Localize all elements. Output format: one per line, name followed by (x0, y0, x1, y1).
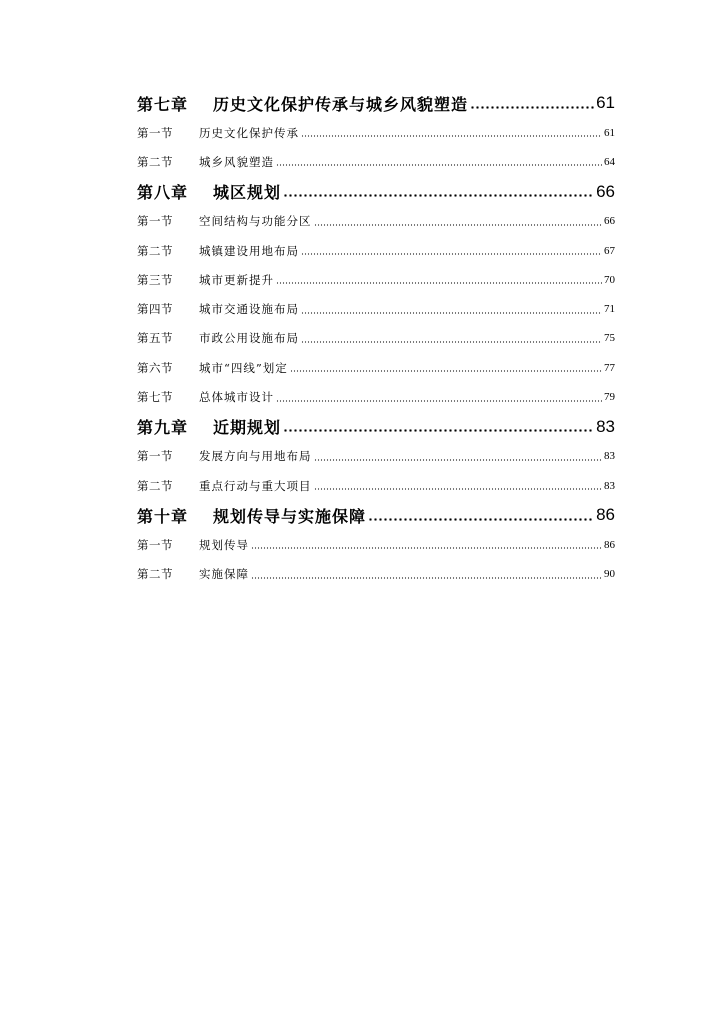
toc-entry-number: 第五节 (137, 331, 173, 346)
toc-dot-leader (301, 135, 602, 137)
toc-dot-leader (283, 429, 594, 432)
toc-entry-number: 第一节 (137, 125, 173, 140)
toc-section[interactable] (137, 324, 615, 353)
toc-entry-title: 规划传导与实施保障 (213, 506, 367, 526)
toc-dot-leader (314, 459, 603, 461)
toc-dot-leader (283, 194, 594, 197)
toc-entry-title: 城市“四线”划定 (199, 360, 288, 375)
toc-page-number: 61 (604, 126, 615, 139)
toc-dot-leader (314, 224, 603, 226)
toc-entry-number: 第九章 (137, 418, 189, 438)
toc-page-number: 86 (596, 505, 615, 525)
toc-section[interactable] (137, 236, 615, 265)
toc-entry-number: 第二节 (137, 478, 173, 493)
toc-page-number: 66 (604, 215, 615, 228)
toc-page-number: 83 (596, 416, 615, 436)
toc-entry-number: 第八章 (137, 183, 189, 203)
toc-dot-leader (301, 253, 602, 255)
toc-dot-leader (470, 106, 594, 109)
toc-section[interactable] (137, 560, 615, 589)
toc-dot-leader (368, 518, 594, 521)
toc-entry-number: 第一节 (137, 449, 173, 464)
toc-section[interactable] (137, 265, 615, 294)
toc-page-number: 83 (604, 479, 615, 492)
toc-page-number: 61 (596, 93, 615, 112)
toc-entry-title: 总体城市设计 (199, 390, 274, 405)
toc-page-number: 67 (604, 244, 615, 257)
toc-entry-number: 第一节 (137, 214, 173, 229)
toc-dot-leader (251, 547, 602, 549)
toc-dot-leader (276, 400, 602, 402)
toc-entry-title: 城市交通设施布局 (199, 302, 299, 317)
toc-page-number: 83 (604, 450, 615, 463)
toc-entry-number: 第一节 (137, 537, 173, 552)
toc-entry-title: 城区规划 (213, 183, 282, 203)
toc-dot-leader (301, 312, 602, 314)
toc-entry-title: 城镇建设用地布局 (199, 243, 299, 258)
toc-entry-number: 第二节 (137, 154, 173, 169)
toc-entry-title: 规划传导 (199, 537, 249, 552)
toc-page-number: 79 (604, 391, 615, 404)
toc-entry-number: 第七节 (137, 390, 173, 405)
toc-entry-number: 第十章 (137, 506, 189, 526)
toc-section[interactable] (137, 353, 615, 382)
toc-page-number: 64 (604, 155, 615, 168)
toc-entry-title: 近期规划 (213, 418, 282, 438)
toc-chapter-8[interactable] (137, 177, 615, 207)
toc-chapter-9[interactable] (137, 412, 615, 442)
toc-dot-leader (251, 577, 602, 579)
toc-entry-title: 城乡风貌塑造 (199, 154, 274, 169)
toc-page-number: 71 (604, 303, 615, 316)
toc-dot-leader (301, 341, 602, 343)
toc-section[interactable] (137, 382, 615, 411)
toc-entry-title: 发展方向与用地布局 (199, 449, 312, 464)
toc-entry-title: 重点行动与重大项目 (199, 478, 312, 493)
toc-section[interactable] (137, 147, 615, 176)
toc-entry-title: 历史文化保护传承 (199, 125, 299, 140)
toc-entry-number: 第七章 (137, 94, 189, 114)
toc-dot-leader (276, 164, 602, 166)
toc-section[interactable] (137, 294, 615, 323)
toc-dot-leader (276, 282, 602, 284)
toc-section[interactable] (137, 442, 615, 471)
toc-page-number: 66 (596, 181, 615, 201)
toc-section[interactable] (137, 530, 615, 559)
toc-entry-number: 第六节 (137, 360, 173, 375)
toc-page-number: 90 (604, 568, 615, 581)
toc-chapter-7[interactable] (137, 88, 615, 118)
toc-entry-number: 第四节 (137, 302, 173, 317)
table-of-contents (137, 88, 615, 589)
toc-dot-leader (314, 488, 603, 490)
toc-entry-title: 历史文化保护传承与城乡风貌塑造 (213, 94, 469, 114)
toc-entry-number: 第二节 (137, 243, 173, 258)
toc-entry-title: 市政公用设施布局 (199, 331, 299, 346)
toc-section[interactable] (137, 207, 615, 236)
toc-entry-number: 第二节 (137, 567, 173, 582)
toc-page-number: 70 (604, 273, 615, 286)
toc-page-number: 75 (604, 332, 615, 345)
toc-page-number: 86 (604, 538, 615, 551)
toc-section[interactable] (137, 471, 615, 500)
toc-entry-number: 第三节 (137, 272, 173, 287)
toc-chapter-10[interactable] (137, 500, 615, 530)
toc-entry-title: 空间结构与功能分区 (199, 214, 312, 229)
toc-dot-leader (290, 370, 602, 372)
toc-page-number: 77 (604, 361, 615, 374)
toc-entry-title: 城市更新提升 (199, 272, 274, 287)
toc-section[interactable] (137, 118, 615, 147)
toc-entry-title: 实施保障 (199, 567, 249, 582)
